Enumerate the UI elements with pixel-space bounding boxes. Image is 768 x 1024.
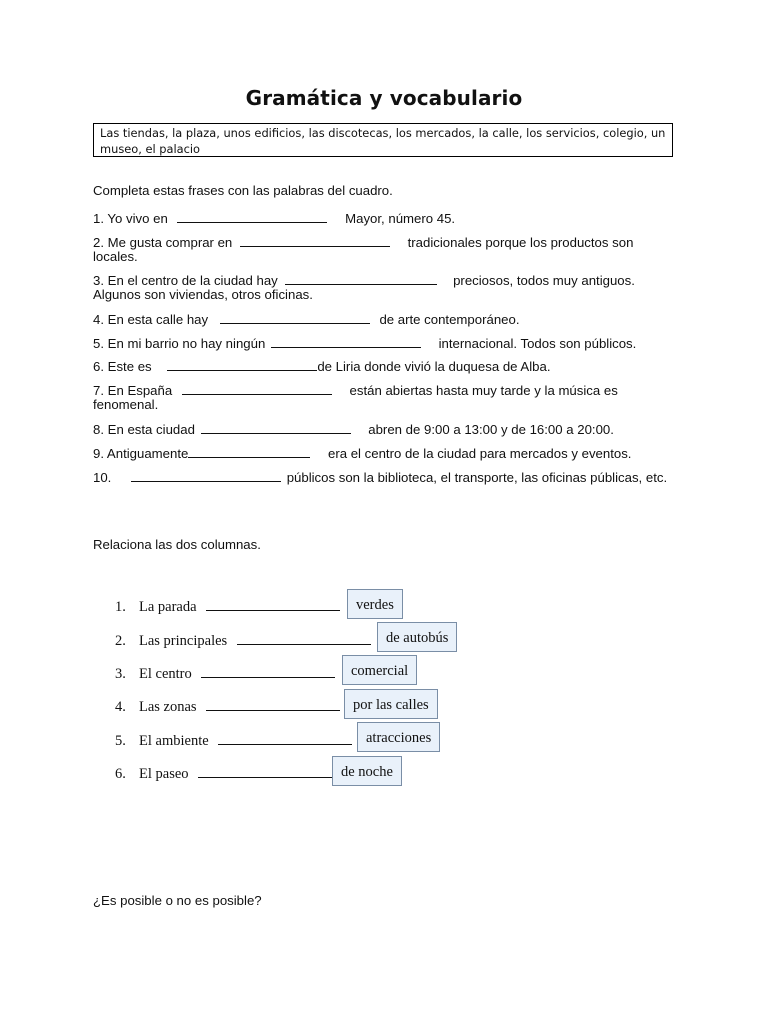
sentence-4: 4. En esta calle hay de arte contemporáneo.: [93, 312, 520, 327]
match-row-3: 3. El centro: [115, 665, 335, 683]
sentence-10: 10. públicos son la biblioteca, el transporte, las oficinas públicas, etc.: [93, 470, 668, 485]
match-blank[interactable]: [201, 665, 335, 678]
match-option[interactable]: verdes: [347, 589, 403, 619]
answer-blank[interactable]: [240, 234, 390, 247]
sentence-9: 9. Antiguamente era el centro de la ciudad para mercados y eventos.: [93, 446, 632, 461]
match-blank[interactable]: [206, 698, 340, 711]
match-row-6: 6. El paseo: [115, 765, 332, 783]
answer-blank[interactable]: [167, 358, 317, 371]
match-option[interactable]: de noche: [332, 756, 402, 786]
match-blank[interactable]: [206, 598, 340, 611]
match-option[interactable]: atracciones: [357, 722, 440, 752]
answer-blank[interactable]: [220, 311, 370, 324]
match-row-2: 2. Las principales: [115, 632, 371, 650]
section3-instruction: ¿Es posible o no es posible?: [93, 893, 262, 908]
match-option[interactable]: comercial: [342, 655, 417, 685]
page-title: Gramática y vocabulario: [245, 86, 523, 110]
match-row-5: 5. El ambiente: [115, 732, 352, 750]
sentence-7: 7. En España están abiertas hasta muy tarde y la música es fenomenal.: [93, 383, 618, 412]
word-box: Las tiendas, la plaza, unos edificios, las discotecas, los mercados, la calle, los servicios, colegio, un museo, el palacio: [93, 123, 673, 157]
answer-blank[interactable]: [188, 445, 310, 458]
answer-blank[interactable]: [131, 469, 281, 482]
match-row-4: 4. Las zonas: [115, 698, 340, 716]
section2-instruction: Relaciona las dos columnas.: [93, 537, 261, 552]
match-option[interactable]: por las calles: [344, 689, 438, 719]
sentence-2: 2. Me gusta comprar en tradicionales porque los productos son locales.: [93, 235, 634, 264]
answer-blank[interactable]: [182, 382, 332, 395]
answer-blank[interactable]: [285, 272, 437, 285]
match-blank[interactable]: [218, 732, 352, 745]
match-option[interactable]: de autobús: [377, 622, 457, 652]
match-blank[interactable]: [237, 632, 371, 645]
answer-blank[interactable]: [177, 210, 327, 223]
answer-blank[interactable]: [271, 335, 421, 348]
sentence-3: 3. En el centro de la ciudad hay preciosos, todos muy antiguos. Algunos son viviendas, otros oficinas.: [93, 273, 635, 302]
sentence-1: 1. Yo vivo en Mayor, número 45.: [93, 211, 456, 226]
sentence-8: 8. En esta ciudad abren de 9:00 a 13:00 y de 16:00 a 20:00.: [93, 422, 614, 437]
sentence-5: 5. En mi barrio no hay ningún internacional. Todos son públicos.: [93, 336, 637, 351]
match-blank[interactable]: [198, 765, 332, 778]
match-row-1: 1. La parada: [115, 598, 340, 616]
sentence-6: 6. Este es de Liria donde vivió la duquesa de Alba.: [93, 359, 551, 374]
answer-blank[interactable]: [201, 421, 351, 434]
section1-instruction: Completa estas frases con las palabras del cuadro.: [93, 183, 393, 198]
